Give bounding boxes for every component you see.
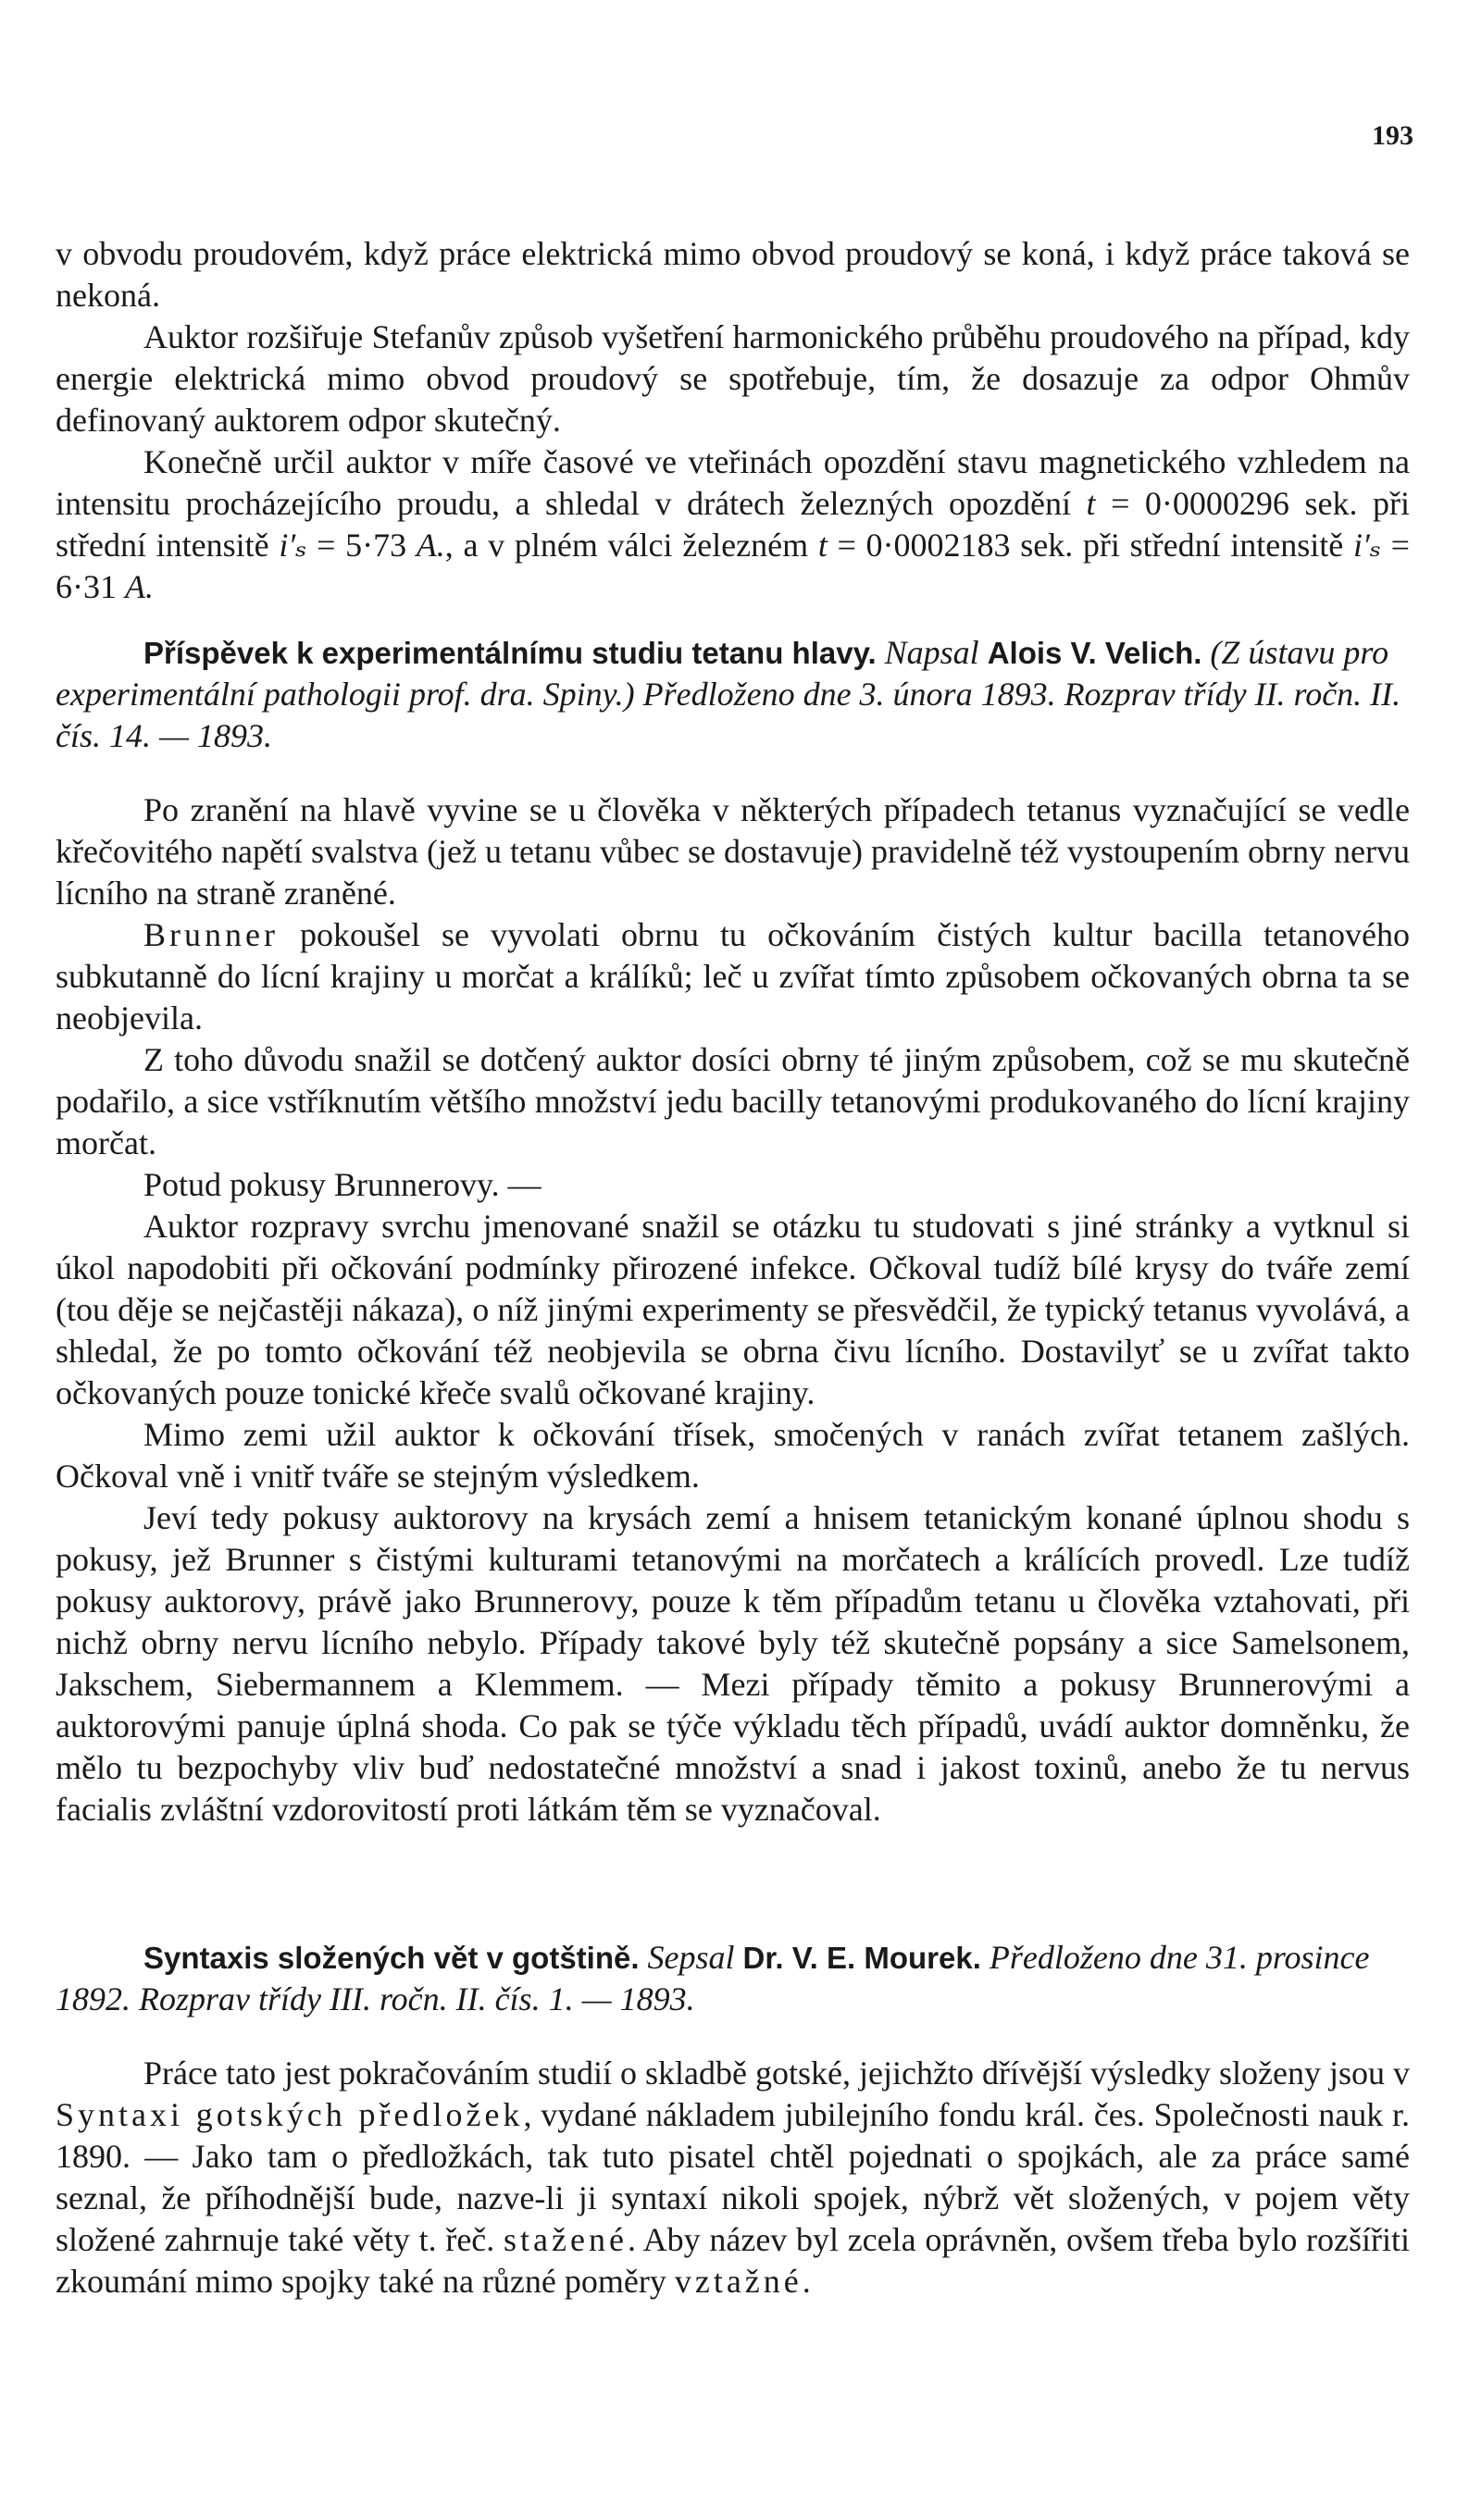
article-paragraph: Mimo zemi užil auktor k očkování třísek, smočených v ranách zvířat tetanem zašlých. Očkoval vně i vnitř tváře se stejným výsledkem. xyxy=(56,1416,1410,1495)
text-fragment: , vydané nákladem jubilejního fondu král. čes. Společnosti nauk r. 1890. — Jako tam o předložkách, tak tuto pisatel chtěl pojednati o spojkách, ale za práce samé seznal, že příhodnější bude, nazve-li ji syntaxí nikoli spojek, nýbrž vět složených, v pojem věty složené zahrnuje také věty t. řeč. xyxy=(56,2096,1410,2258)
intro-paragraph-3 xyxy=(56,441,1410,608)
article-paragraph xyxy=(56,914,1410,1039)
article-source: Předloženo dne 31. prosince 1892. Rozprav třídy III. ročn. II. čís. 1. — 1893. xyxy=(56,1939,1370,2017)
intro-paragraph-2: Auktor rozšiřuje Stefanův způsob vyšetření harmonického průběhu proudového na případ, kdy energie elektrická mimo obvod proudový se spotřebuje, tím, že dosazuje za odpor Ohmův definovaný auktorem odpor skutečný. xyxy=(56,318,1410,439)
text-fragment: . Aby název byl zcela oprávněn, ovšem třeba bylo rozšířiti zkoumání mimo spojky také na různé poměry xyxy=(56,2221,1410,2300)
text-fragment: = 0·0002183 sek. při střední intensitě xyxy=(827,527,1353,564)
article-heading xyxy=(56,632,1410,757)
article-paragraph: Po zranění na hlavě vyvine se u člověka v některých případech tetanus vyznačující se vedle křečovitého napětí svalstva (jež u tetanu vůbec se dostavuje) pravidelně též vystoupením obrny nervu lícního na straně zraněné. xyxy=(56,791,1410,912)
unit-ampere: A. xyxy=(125,568,154,605)
author-prefix: Napsal xyxy=(884,634,979,671)
text-fragment: . xyxy=(802,2263,811,2300)
intro-paragraph-1: v obvodu proudovém, když práce elektrická mimo obvod proudový se koná, i když práce taková se nekoná. xyxy=(56,235,1410,314)
emphasized-term: vztažné xyxy=(674,2263,803,2300)
article-source: (Z ústavu pro experimentální pathologii prof. dra. Spiny.) Předloženo dne 3. února 1893. Rozprav třídy II. ročn. II. čís. 14. — 1893. xyxy=(56,634,1401,754)
person-name: Brunner xyxy=(143,916,279,953)
article-title: Syntaxis složených vět v gotštině. xyxy=(143,1941,640,1975)
article-heading xyxy=(56,1937,1410,2020)
article-paragraph: Auktor rozpravy svrchu jmenované snažil se otázku tu studovati s jiné stránky a vytknul si úkol napodobiti při očkování podmínky přirozené infekce. Očkoval tudíž bílé krysy do tváře zemí (tou děje se nejčastěji nákaza), o níž jinými experimenty se přesvědčil, že typický tetanus vyvolává, a shledal, že po tomto očkování též neobjevila se obrna čivu lícního. Dostavilyť se u zvířat takto očkovaných pouze tonické křeče svalů očkované krajiny. xyxy=(56,1208,1410,1411)
variable-t: t xyxy=(1086,485,1096,522)
text-fragment: Konečně určil auktor v míře časové ve vteřinách opozdění stavu magnetického vzhledem na intensitu procházejícího proudu, a shledal v drátech železných opozdění xyxy=(56,443,1410,522)
text-fragment: = 6·31 xyxy=(56,527,1410,605)
intro-section xyxy=(56,233,1410,608)
text-fragment: Práce tato jest pokračováním studií o skladbě gotské, jejichžto dřívější výsledky složeny jsou v xyxy=(143,2054,1410,2092)
text-fragment: , a v plném válci železném xyxy=(444,527,818,564)
article-mourek xyxy=(56,1937,1410,2303)
variable-t: t xyxy=(817,527,828,564)
article-author: Alois V. Velich. xyxy=(987,636,1202,670)
emphasized-term: stažené xyxy=(504,2221,628,2258)
author-prefix: Sepsal xyxy=(647,1939,735,1976)
book-title: Syntaxi gotských předložek xyxy=(56,2096,524,2133)
article-title: Příspěvek k experimentálnímu studiu tetanu hlavy. xyxy=(143,636,877,670)
article-paragraph: Z toho důvodu snažil se dotčený auktor dosíci obrny té jiným způsobem, což se mu skutečně podařilo, a sice vstříknutím většího množství jedu bacilly tetanovými produkovaného do lícní krajiny morčat. xyxy=(56,1041,1410,1161)
article-paragraph: Potud pokusy Brunnerovy. — xyxy=(143,1166,542,1203)
page-number: 193 xyxy=(1372,120,1413,151)
text-fragment: pokoušel se vyvolati obrnu tu očkováním čistých kultur bacilla tetanového subkutanně do lícní krajiny u morčat a králíků; leč u zvířat tímto způsobem očkovaných obrna ta se neobjevila. xyxy=(56,916,1410,1037)
variable-i: i′ₛ xyxy=(279,527,307,564)
article-velich xyxy=(56,632,1410,1831)
variable-i: i′ₛ xyxy=(1352,527,1381,564)
article-author: Dr. V. E. Mourek. xyxy=(742,1941,981,1975)
unit-ampere: A. xyxy=(416,527,445,564)
article-paragraph xyxy=(56,2053,1410,2303)
article-paragraph: Jeví tedy pokusy auktorovy na krysách zemí a hnisem tetanickým konané úplnou shodu s pokusy, jež Brunner s čistými kulturami tetanovými na morčatech a králících provedl. Lze tudíž pokusy auktorovy, právě jako Brunnerovy, pouze k těm případům tetanu u člověka vztahovati, při nichž obrny nervu lícního nebylo. Případy takové byly též skutečně popsány a sice Samelsonem, Jakschem, Siebermannem a Klemmem. — Mezi případy těmito a pokusy Brunnerovými a auktorovými panuje úplná shoda. Co pak se týče výkladu těch případů, uvádí auktor domněnku, že mělo tu bezpochyby vliv buď nedostatečné množství a snad i jakost toxinů, anebo že tu nervus facialis zvláštní vzdorovitostí proti látkám těm se vyznačoval. xyxy=(56,1499,1410,1828)
text-fragment: = 5·73 xyxy=(306,527,417,564)
text-fragment: = 0·0000296 sek. při střední intensitě xyxy=(56,485,1410,564)
